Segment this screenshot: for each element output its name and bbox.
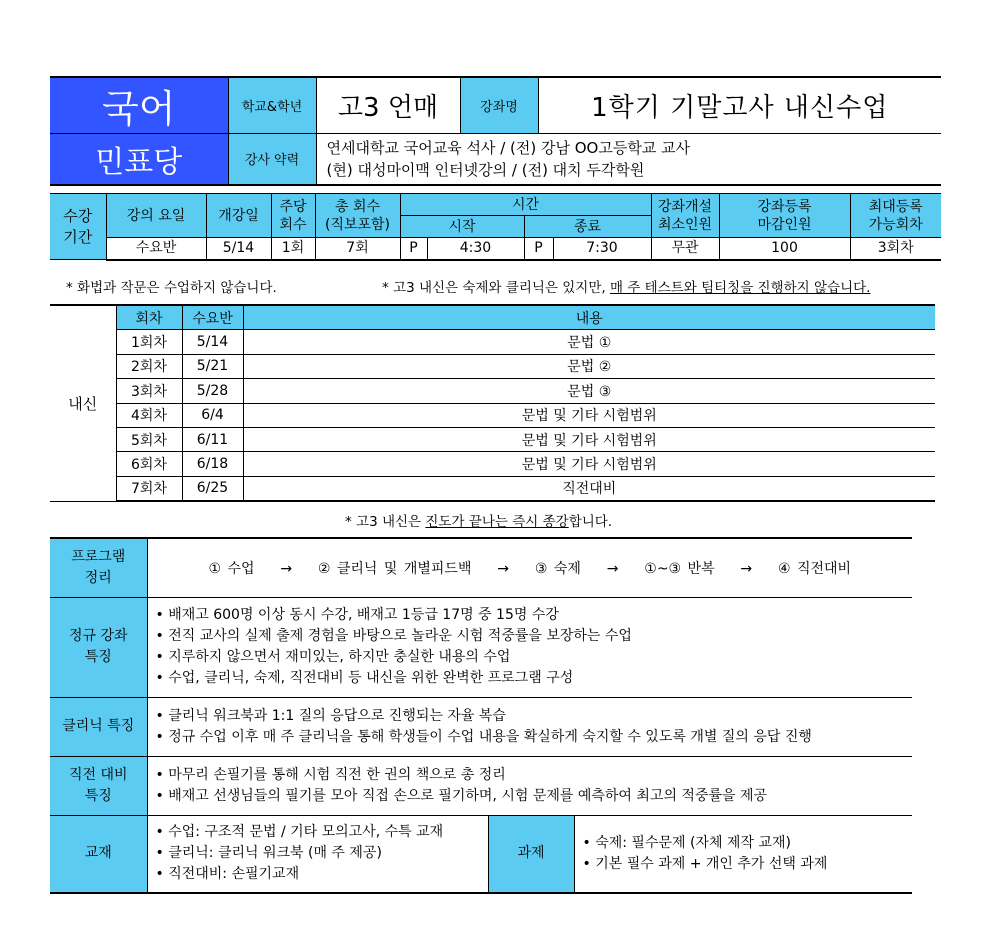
exam-row xyxy=(50,452,935,476)
exam-row xyxy=(50,403,935,427)
regular-item: • 수업, 클리닉, 숙제, 직전대비 등 내신을 위한 완벽한 프로그램 구성 xyxy=(155,670,574,686)
book-list xyxy=(147,815,488,893)
homework-item: • 기본 필수 과제 + 개인 추가 선택 과제 xyxy=(582,855,828,872)
final-item: • 배재고 선생님들의 필기를 모아 직접 손으로 필기하며, 시험 문제를 예측하여 최고의 적중률을 제공 xyxy=(155,787,768,804)
exam-date: 6/18 xyxy=(182,452,243,476)
flow-step-3: ③ 숙제 xyxy=(534,560,581,577)
col-last: 최대등록 가능회차 xyxy=(850,194,941,238)
final-list xyxy=(147,756,912,815)
regular-list xyxy=(147,597,912,697)
flow-label: 프로그램 정리 xyxy=(50,538,147,597)
exam-label: 내신 xyxy=(50,305,116,501)
row-last: 3회차 xyxy=(850,238,941,260)
col-max: 강좌등록 마감인원 xyxy=(719,194,850,238)
exam-row xyxy=(50,379,935,403)
exam-row xyxy=(50,427,935,451)
book-item: • 클리닉: 클리닉 워크북 (매 주 제공) xyxy=(155,845,382,862)
note-course-end-suffix: 합니다. xyxy=(568,514,613,530)
col-time-end: 종료 xyxy=(524,216,651,238)
exam-row xyxy=(50,354,935,378)
teacher-name: 민표당 xyxy=(50,134,228,185)
row-start-date: 5/14 xyxy=(206,238,271,260)
exam-date: 5/14 xyxy=(182,330,243,354)
exam-round: 4회차 xyxy=(116,403,182,427)
schedule-table xyxy=(50,193,941,261)
exam-round: 1회차 xyxy=(116,330,182,354)
exam-content: 문법 및 기타 시험범위 xyxy=(243,403,935,427)
book-item: • 수업: 구조적 문법 / 기타 모의고사, 수특 교재 xyxy=(155,824,444,841)
exam-date: 5/28 xyxy=(182,379,243,403)
career-text xyxy=(316,134,941,185)
career-line: 연세대학교 국어교육 석사 / (전) 강남 OO고등학교 교사 xyxy=(326,138,691,157)
row-total: 7회 xyxy=(315,238,400,260)
row-start-time: 4:30 xyxy=(427,238,524,260)
exam-content: 직전대비 xyxy=(243,476,935,501)
exam-content: 문법 ① xyxy=(243,330,935,354)
header-table xyxy=(50,76,941,186)
note-clinic xyxy=(382,276,870,296)
arrow-icon: → xyxy=(740,560,753,577)
homework-item: • 숙제: 필수문제 (자체 제작 교재) xyxy=(582,834,791,851)
course-value: 1학기 기말고사 내신수업 xyxy=(538,77,941,134)
clinic-item: • 정규 수업 이후 매 주 클리닉을 통해 학생들이 수업 내용을 확실하게 숙지할 수 있도록 개별 질의 응답 진행 xyxy=(155,728,812,745)
flow-step-1: ① 수업 xyxy=(208,560,255,577)
clinic-list xyxy=(147,697,912,756)
col-min: 강좌개설 최소인원 xyxy=(651,194,719,238)
exam-date: 6/25 xyxy=(182,476,243,501)
exam-content: 문법 ③ xyxy=(243,379,935,403)
exam-round: 2회차 xyxy=(116,354,182,378)
career-label: 강사 약력 xyxy=(228,134,316,185)
program-table xyxy=(50,537,912,894)
clinic-item: • 클리닉 워크북과 1:1 질의 응답으로 진행되는 자율 복습 xyxy=(155,707,506,724)
row-weekly: 1회 xyxy=(271,238,315,260)
exam-round: 3회차 xyxy=(116,379,182,403)
row-end-time: 7:30 xyxy=(553,238,651,260)
book-label: 교재 xyxy=(50,815,147,893)
exam-content: 문법 및 기타 시험범위 xyxy=(243,427,935,451)
subject-title: 국어 xyxy=(50,77,228,134)
exam-table xyxy=(50,304,935,502)
row-max: 100 xyxy=(719,238,850,260)
note-course-end-underlined: 진도가 끝나는 즉시 종강 xyxy=(425,514,569,530)
exam-col-class: 수요반 xyxy=(182,305,243,330)
exam-date: 5/21 xyxy=(182,354,243,378)
period-label: 수강 기간 xyxy=(50,194,106,260)
program-flow xyxy=(147,538,912,597)
regular-label: 정규 강좌 특징 xyxy=(50,597,147,697)
note-course-end xyxy=(345,510,612,530)
grade-value: 고3 언매 xyxy=(316,77,460,134)
exam-date: 6/4 xyxy=(182,403,243,427)
grade-label: 학교&학년 xyxy=(228,77,316,134)
flow-step-5: ④ 직전대비 xyxy=(777,560,852,577)
regular-item: • 지루하지 않으면서 재미있는, 하지만 충실한 내용의 수업 xyxy=(155,649,511,665)
col-start-date: 개강일 xyxy=(206,194,271,238)
book-item: • 직전대비: 손필기교재 xyxy=(155,866,300,883)
exam-date: 6/11 xyxy=(182,427,243,451)
exam-round: 7회차 xyxy=(116,476,182,501)
exam-row xyxy=(50,330,935,354)
homework-label: 과제 xyxy=(488,815,574,893)
col-time-start: 시작 xyxy=(400,216,524,238)
col-total: 총 회수 (직보포함) xyxy=(315,194,400,238)
flow-step-2: ② 클리닉 및 개별피드백 xyxy=(317,560,472,577)
note-clinic-text: * 고3 내신은 숙제와 클리닉은 있지만, xyxy=(382,280,610,296)
row-end-ampm: P xyxy=(524,238,553,260)
note-course-end-prefix: * 고3 내신은 xyxy=(345,514,426,530)
arrow-icon: → xyxy=(497,560,510,577)
exam-content: 문법 ② xyxy=(243,354,935,378)
career-line: (현) 대성마이맥 인터넷강의 / (전) 대치 두각학원 xyxy=(326,160,645,179)
col-time: 시간 xyxy=(400,194,651,216)
exam-round: 5회차 xyxy=(116,427,182,451)
final-label: 직전 대비 특징 xyxy=(50,756,147,815)
row-day: 수요반 xyxy=(106,238,206,260)
exam-col-content: 내용 xyxy=(243,305,935,330)
col-day: 강의 요일 xyxy=(106,194,206,238)
row-min: 무관 xyxy=(651,238,719,260)
note-clinic-underlined: 매 주 테스트와 팀티칭을 진행하지 않습니다. xyxy=(609,280,871,296)
clinic-label: 클리닉 특징 xyxy=(50,697,147,756)
course-label: 강좌명 xyxy=(460,77,538,134)
final-item: • 마무리 손필기를 통해 시험 직전 한 권의 책으로 총 정리 xyxy=(155,766,506,783)
regular-item: • 전직 교사의 실제 출제 경험을 바탕으로 놀라운 시험 적중률을 보장하는 수업 xyxy=(155,628,632,644)
exam-round: 6회차 xyxy=(116,452,182,476)
note-speech-writing: * 화법과 작문은 수업하지 않습니다. xyxy=(66,280,277,296)
exam-col-round: 회차 xyxy=(116,305,182,330)
col-weekly: 주당 회수 xyxy=(271,194,315,238)
row-start-ampm: P xyxy=(400,238,427,260)
exam-content: 문법 및 기타 시험범위 xyxy=(243,452,935,476)
exam-row xyxy=(50,476,935,501)
flow-step-4: ①~③ 반복 xyxy=(644,560,715,577)
arrow-icon: → xyxy=(606,560,619,577)
homework-list xyxy=(574,815,912,893)
regular-item: • 배재고 600명 이상 동시 수강, 배재고 1등급 17명 중 15명 수강 xyxy=(155,607,559,623)
arrow-icon: → xyxy=(280,560,293,577)
